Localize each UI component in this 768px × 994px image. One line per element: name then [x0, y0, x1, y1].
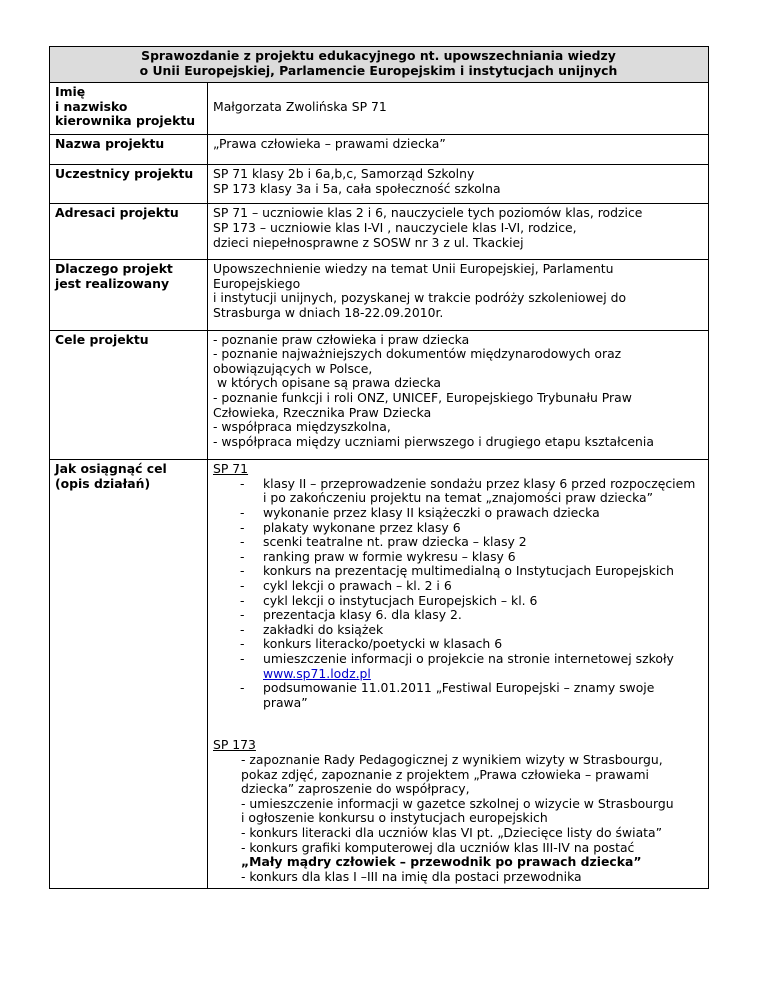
row-nazwa	[50, 135, 709, 165]
row-dlaczego	[50, 260, 709, 330]
cele-line-7: - współpraca międzyszkolna,	[213, 419, 391, 435]
list-item-with-link	[263, 652, 702, 681]
list-item: - ranking praw w formie wykresu – klasy 6	[263, 550, 702, 565]
sp71-list	[213, 477, 702, 711]
sp173-line-1: - zapoznanie Rady Pedagogicznej z wynikiem wizyty w Strasbourgu,	[241, 751, 663, 767]
cele-line-3: obowiązujących w Polsce,	[213, 360, 373, 376]
sp173-line-4: - umieszczenie informacji w gazetce szkolnej o wizycie w Strasbourgu	[241, 795, 674, 811]
title-line-2: o Unii Europejskiej, Parlamencie Europejskim i instytucjach unijnych	[139, 62, 618, 78]
row-uczestnicy	[50, 165, 709, 204]
adresaci-line-1: SP 71 – uczniowie klas 2 i 6, nauczyciele tych poziomów klas, rodzice	[213, 205, 643, 221]
dlaczego-line-4: Strasburga w dniach 18-22.09.2010r.	[213, 304, 444, 320]
sp173-line-9: - konkurs dla klas I –III na imię dla postaci przewodnika	[241, 868, 582, 884]
list-item: - konkurs na prezentację multimedialną o Instytucjach Europejskich	[263, 564, 702, 579]
list-item: - zakładki do książek	[263, 623, 702, 638]
list-item: - scenki teatralne nt. praw dziecka – klasy 2	[263, 535, 702, 550]
label-dzialania-2: (opis działań)	[55, 475, 151, 491]
cele-line-5: - poznanie funkcji i roli ONZ, UNICEF, Europejskiego Trybunału Praw	[213, 389, 632, 405]
adresaci-line-2: SP 173 – uczniowie klas I-VI , nauczyciele klas I-VI, rodzice,	[213, 219, 577, 235]
dlaczego-line-1: Upowszechnienie wiedzy na temat Unii Europejskiej, Parlamentu	[213, 261, 614, 277]
uczestnicy-line-1: SP 71 klasy 2b i 6a,b,c, Samorząd Szkolny	[213, 166, 475, 182]
dlaczego-line-2: Europejskiego	[213, 275, 301, 291]
label-nazwa: Nazwa projektu	[50, 135, 208, 165]
sp173-line-5: i ogłoszenie konkursu o instytucjach europejskich	[241, 810, 548, 826]
label-kierownik-2: i nazwisko	[55, 98, 128, 114]
label-dlaczego-1: Dlaczego projekt	[55, 261, 173, 277]
value-cele	[208, 330, 709, 460]
sp173-line-2: pokaz zdjęć, zapoznanie z projektem „Prawa człowieka – prawami	[241, 766, 649, 782]
value-kierownik: Małgorzata Zwolińska SP 71	[208, 83, 709, 135]
label-dzialania	[50, 460, 208, 889]
row-cele	[50, 330, 709, 460]
sp173-line-6: - konkurs literacki dla uczniów klas VI pt. „Dziecięce listy do świata”	[241, 824, 663, 840]
cele-line-4: w których opisane są prawa dziecka	[213, 375, 442, 391]
cele-line-6: Człowieka, Rzecznika Praw Dziecka	[213, 404, 432, 420]
cele-line-2: - poznanie najważniejszych dokumentów międzynarodowych oraz	[213, 346, 622, 362]
list-item: - wykonanie przez klasy II książeczki o prawach dziecka	[263, 506, 702, 521]
value-uczestnicy	[208, 165, 709, 204]
sp173-text	[213, 753, 702, 884]
list-item: - plakaty wykonane przez klasy 6	[263, 521, 702, 536]
sp173-line-8: „Mały mądry człowiek – przewodnik po prawach dziecka”	[241, 854, 642, 870]
sp173-line-3: dziecka” zaproszenie do współpracy,	[241, 781, 470, 797]
value-adresaci	[208, 204, 709, 260]
report-title	[50, 47, 709, 83]
label-kierownik	[50, 83, 208, 135]
value-dzialania	[208, 460, 709, 889]
row-adresaci	[50, 204, 709, 260]
cele-line-8: - współpraca między uczniami pierwszego i drugiego etapu kształcenia	[213, 433, 654, 449]
list-item-text: umieszczenie informacji o projekcie na stronie internetowej szkoły	[263, 651, 674, 666]
label-dzialania-1: Jak osiągnąć cel	[55, 461, 167, 477]
row-kierownik	[50, 83, 709, 135]
dlaczego-line-3: i instytucji unijnych, pozyskanej w trakcie podróży szkoleniowej do	[213, 290, 627, 306]
adresaci-line-3: dzieci niepełnosprawne z SOSW nr 3 z ul. Tkackiej	[213, 234, 524, 250]
label-dlaczego	[50, 260, 208, 330]
label-adresaci: Adresaci projektu	[50, 204, 208, 260]
label-dlaczego-2: jest realizowany	[55, 275, 170, 291]
list-item: - klasy II – przeprowadzenie sondażu przez klasy 6 przed rozpoczęciem i po zakończeniu projektu na temat „znajomości praw dziecka”	[263, 477, 702, 506]
list-item: - konkurs literacko/poetycki w klasach 6	[263, 637, 702, 652]
label-kierownik-3: kierownika projektu	[55, 113, 196, 129]
list-item: - cykl lekcji o prawach – kl. 2 i 6	[263, 579, 702, 594]
school-website-link[interactable]: www.sp71.lodz.pl	[263, 665, 371, 681]
list-item: - cykl lekcji o instytucjach Europejskich – kl. 6	[263, 594, 702, 609]
value-dlaczego	[208, 260, 709, 330]
header-row	[50, 47, 709, 83]
sp71-heading: SP 71	[213, 461, 249, 477]
sp173-heading: SP 173	[213, 737, 256, 753]
row-dzialania	[50, 460, 709, 889]
uczestnicy-line-2: SP 173 klasy 3a i 5a, cała społeczność szkolna	[213, 180, 501, 196]
cele-line-1: - poznanie praw człowieka i praw dziecka	[213, 331, 470, 347]
label-kierownik-1: Imię	[55, 84, 86, 100]
report-table	[49, 46, 709, 889]
list-item: - podsumowanie 11.01.2011 „Festiwal Europejski – znamy swoje prawa”	[263, 681, 702, 710]
value-nazwa: „Prawa człowieka – prawami dziecka”	[208, 135, 709, 165]
sp173-line-7: - konkurs grafiki komputerowej dla uczniów klas III-IV na postać	[241, 839, 635, 855]
label-cele: Cele projektu	[50, 330, 208, 460]
label-uczestnicy: Uczestnicy projektu	[50, 165, 208, 204]
title-line-1: Sprawozdanie z projektu edukacyjnego nt. upowszechniania wiedzy	[141, 48, 616, 63]
list-item: - prezentacja klasy 6. dla klasy 2.	[263, 608, 702, 623]
